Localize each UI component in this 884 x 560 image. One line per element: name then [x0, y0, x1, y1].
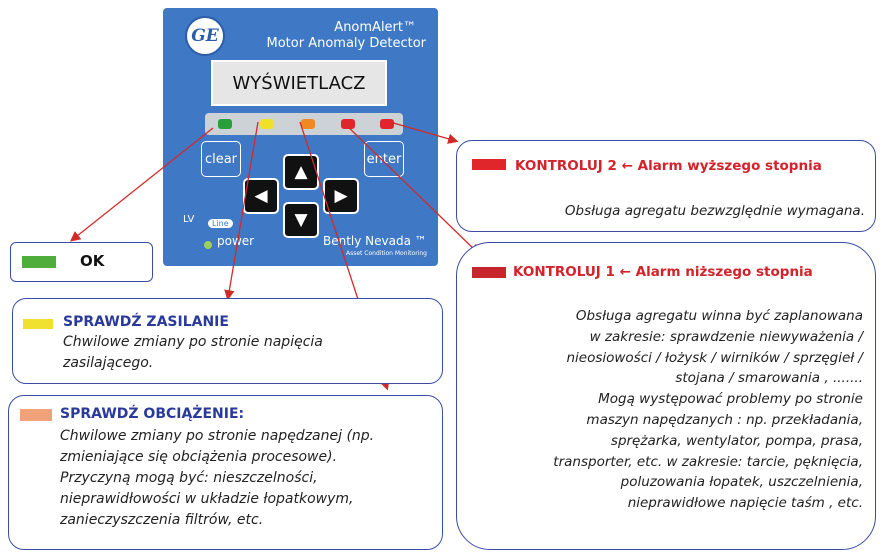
alarm-1-description — [553, 306, 863, 514]
yellow-swatch — [23, 319, 53, 329]
alarm-2-description — [565, 201, 865, 222]
orange-swatch — [20, 409, 52, 421]
line-label: Line — [208, 219, 233, 228]
arrow-right-icon: ▶ — [334, 186, 348, 206]
status-load-box — [8, 395, 443, 550]
status-power-box — [12, 298, 443, 384]
bently-nevada-subtitle: Asset Condition Monitoring — [346, 250, 427, 257]
arrow-up-icon: ▲ — [294, 162, 308, 182]
connector-power — [228, 122, 258, 298]
lv-label: LV — [183, 214, 195, 225]
load-line: zmieniające się obciążenia procesowe). — [60, 449, 338, 465]
alarm-1-line: poluzowania łopatek, uszczelnienia, — [620, 474, 863, 491]
alarm-2-line: Obsługa agregatu bezwzględnie wymagana. — [564, 203, 865, 219]
ge-logo: GE — [185, 16, 225, 56]
alarm-1-line: w zakresie: sprawdzenie niewyważenia / — [589, 328, 863, 345]
clear-button[interactable]: clear — [201, 141, 241, 177]
red-swatch-alarm2 — [472, 159, 506, 170]
arrow-left-icon: ◀ — [254, 186, 268, 206]
alarm-1-title: KONTROLUJ 1 ← Alarm niższego stopnia — [513, 264, 813, 280]
alarm-1-line: nieosiowości / łożysk / wirników / sprzęgieł / — [566, 349, 863, 366]
alarm-1-line: nieprawidłowe napięcie taśm , etc. — [627, 495, 863, 512]
product-subtitle: Motor Anomaly Detector — [266, 36, 426, 51]
bently-nevada-brand: Bently Nevada ™ — [323, 234, 427, 248]
load-line: nieprawidłowości w układzie łopatkowym, — [60, 491, 354, 507]
load-line: Chwilowe zmiany po stronie napędzanej (np. — [60, 428, 375, 444]
connector-alarm2 — [390, 122, 456, 141]
load-title: SPRAWDŹ OBCIĄŻENIE: — [60, 406, 245, 422]
alarm-1-box — [456, 242, 876, 550]
power-label: power — [217, 234, 255, 248]
alarm-1-line: transporter, etc. w zakresie: tarcie, pęknięcia, — [553, 453, 863, 470]
display-screen: WYŚWIETLACZ — [211, 60, 387, 106]
enter-button[interactable]: enter — [364, 141, 404, 177]
product-name: AnomAlert™ — [334, 20, 416, 35]
power-description — [63, 332, 323, 374]
alarm-2-box — [456, 140, 876, 232]
alarm-2-title: KONTROLUJ 2 ← Alarm wyższego stopnia — [515, 158, 822, 174]
ok-title: OK — [80, 252, 105, 270]
green-swatch — [22, 256, 56, 268]
load-line: zanieczyszczenia filtrów, etc. — [60, 512, 264, 528]
alarm-1-line: maszyn napędzanych : np. przekładania, — [586, 411, 863, 428]
alarm-1-line: Obsługa agregatu winna być zaplanowana — [575, 308, 863, 324]
status-ok-box — [10, 242, 153, 282]
arrow-down-icon: ▼ — [294, 210, 308, 230]
power-line: Chwilowe zmiany po stronie napięcia — [63, 334, 323, 350]
load-line: Przyczyną mogą być: nieszczelności, — [60, 470, 318, 486]
power-title: SPRAWDŹ ZASILANIE — [63, 314, 229, 330]
alarm-1-line: Mogą występować problemy po stronie — [598, 391, 863, 408]
red-swatch-alarm1 — [472, 267, 506, 278]
alarm-1-line: sprężarka, wentylator, pompa, prasa, — [610, 432, 863, 449]
power-line: zasilającego. — [63, 355, 154, 371]
connector-ok — [72, 128, 213, 240]
alarm-1-line: stojana / smarowania , ....... — [675, 370, 863, 387]
load-description — [60, 426, 374, 531]
